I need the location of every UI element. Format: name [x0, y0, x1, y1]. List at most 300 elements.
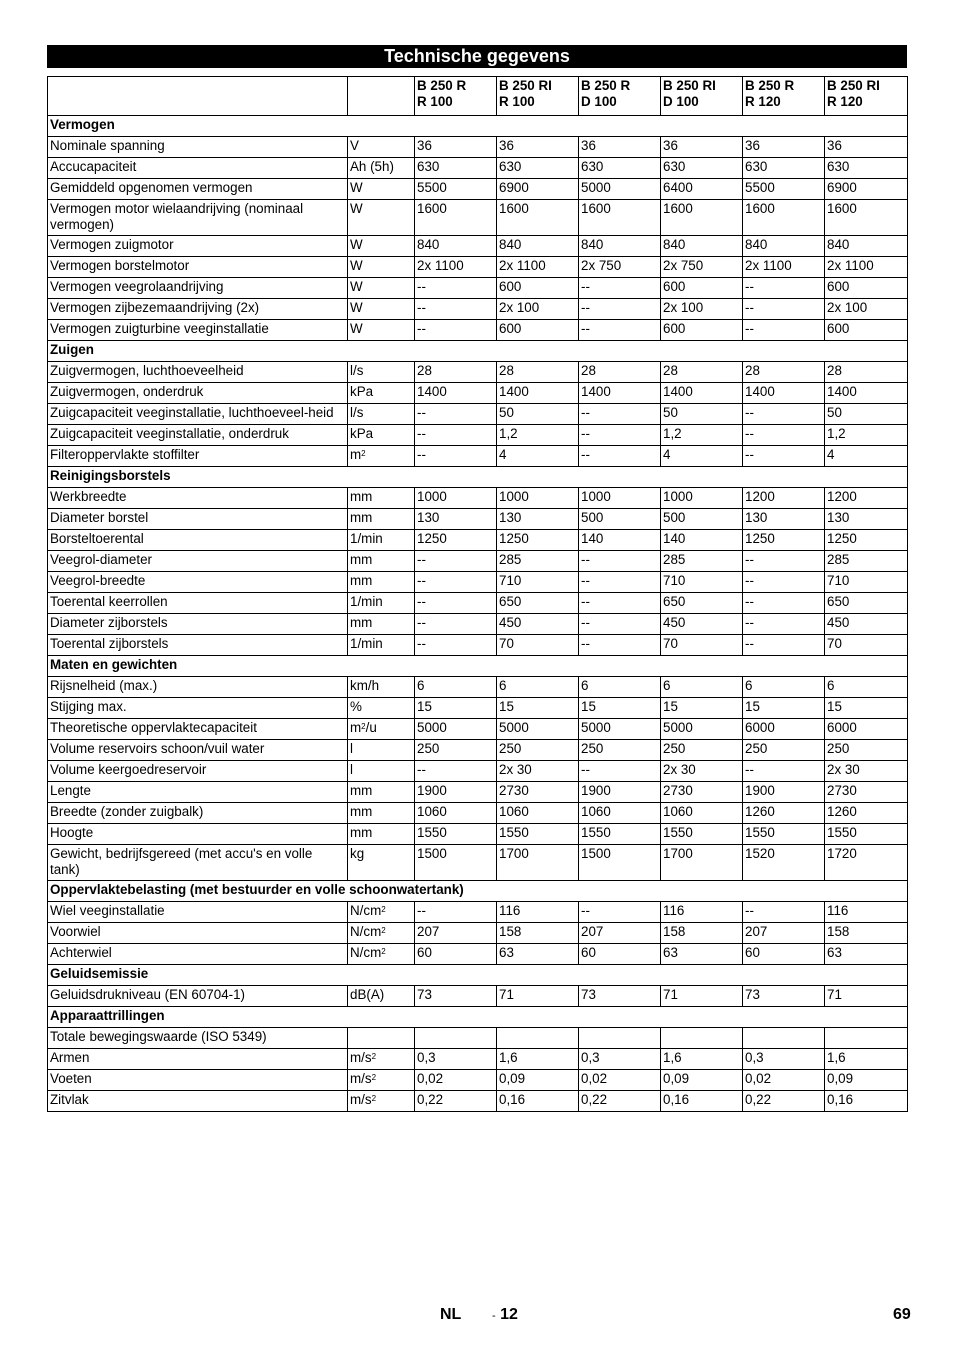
cell-value: 2730 — [825, 782, 908, 803]
cell-value: -- — [415, 320, 497, 341]
cell-value: 0,09 — [497, 1070, 579, 1091]
cell-value: 60 — [415, 944, 497, 965]
cell-value: 0,22 — [743, 1091, 825, 1112]
row-label: Voeten — [48, 1070, 348, 1091]
cell-value: 1900 — [579, 782, 661, 803]
cell-value: 50 — [497, 404, 579, 425]
section-row — [48, 341, 908, 362]
row-unit: kg — [348, 845, 415, 881]
cell-value: 130 — [497, 509, 579, 530]
cell-value: 5000 — [579, 179, 661, 200]
cell-value: 840 — [825, 236, 908, 257]
row-label: Theoretische oppervlaktecapaciteit — [48, 719, 348, 740]
cell-value: -- — [743, 551, 825, 572]
cell-value: 6000 — [825, 719, 908, 740]
cell-value: 1260 — [743, 803, 825, 824]
row-label: Totale bewegingswaarde (ISO 5349) — [48, 1028, 348, 1049]
row-unit — [348, 1028, 415, 1049]
cell-value: 500 — [579, 509, 661, 530]
cell-value: -- — [415, 761, 497, 782]
cell-value: -- — [579, 278, 661, 299]
cell-value: 6900 — [497, 179, 579, 200]
table-row — [48, 803, 908, 824]
cell-value: -- — [579, 614, 661, 635]
row-unit: $N/cm^2$ — [348, 902, 415, 923]
cell-value: 73 — [415, 986, 497, 1007]
cell-value: 2x 750 — [579, 257, 661, 278]
cell-value: 15 — [743, 698, 825, 719]
row-unit: mm — [348, 509, 415, 530]
row-unit: mm — [348, 824, 415, 845]
row-label: Volume keergoedreservoir — [48, 761, 348, 782]
cell-value: 710 — [497, 572, 579, 593]
cell-value: 70 — [661, 635, 743, 656]
cell-value: 36 — [579, 137, 661, 158]
cell-value: 840 — [743, 236, 825, 257]
cell-value: 36 — [743, 137, 825, 158]
cell-value: 2x 1100 — [415, 257, 497, 278]
row-unit: mm — [348, 803, 415, 824]
cell-value: 36 — [415, 137, 497, 158]
cell-value: 1550 — [497, 824, 579, 845]
table-row — [48, 137, 908, 158]
row-unit: mm — [348, 551, 415, 572]
row-unit: $N/cm^2$ — [348, 944, 415, 965]
cell-value: 2x 30 — [661, 761, 743, 782]
cell-value: 116 — [661, 902, 743, 923]
cell-value: 450 — [661, 614, 743, 635]
section-row — [48, 467, 908, 488]
cell-value: 5000 — [497, 719, 579, 740]
table-row — [48, 782, 908, 803]
cell-value: 1,2 — [497, 425, 579, 446]
cell-value: 6 — [825, 677, 908, 698]
table-row — [48, 1091, 908, 1112]
row-label: Accucapaciteit — [48, 158, 348, 179]
cell-value: 36 — [825, 137, 908, 158]
cell-value: 630 — [825, 158, 908, 179]
footer-local-page — [492, 1306, 518, 1324]
cell-value: 0,02 — [415, 1070, 497, 1091]
cell-value: 6 — [579, 677, 661, 698]
section-title: Maten en gewichten — [48, 656, 908, 677]
cell-value: -- — [579, 635, 661, 656]
section-row — [48, 656, 908, 677]
row-label: Toerental zijborstels — [48, 635, 348, 656]
cell-value: 285 — [825, 551, 908, 572]
cell-value: -- — [743, 593, 825, 614]
row-label: Voorwiel — [48, 923, 348, 944]
cell-value: 0,02 — [743, 1070, 825, 1091]
column-header-row — [48, 77, 908, 116]
cell-value: 450 — [497, 614, 579, 635]
cell-value: -- — [415, 404, 497, 425]
section-title: Vermogen — [48, 116, 908, 137]
cell-value: 1550 — [661, 824, 743, 845]
cell-value: 1700 — [661, 845, 743, 881]
cell-value: 1000 — [415, 488, 497, 509]
cell-value: 250 — [415, 740, 497, 761]
column-header: B 250 RI R 100 — [497, 77, 579, 116]
cell-value: -- — [415, 299, 497, 320]
table-row — [48, 824, 908, 845]
table-row — [48, 923, 908, 944]
cell-value: 1260 — [825, 803, 908, 824]
row-label: Borsteltoerental — [48, 530, 348, 551]
cell-value: 140 — [661, 530, 743, 551]
cell-value: 1550 — [579, 824, 661, 845]
cell-value: 0,16 — [661, 1091, 743, 1112]
table-row — [48, 1070, 908, 1091]
row-label: Zuigcapaciteit veeginstallatie, luchthoeveel-heid — [48, 404, 348, 425]
cell-value: -- — [579, 761, 661, 782]
cell-value: 2x 100 — [825, 299, 908, 320]
row-label: Vermogen zijbezemaandrijving (2x) — [48, 299, 348, 320]
cell-value: 285 — [661, 551, 743, 572]
cell-value: -- — [579, 320, 661, 341]
row-label: Nominale spanning — [48, 137, 348, 158]
cell-value: 2730 — [497, 782, 579, 803]
cell-value: 36 — [497, 137, 579, 158]
cell-value: 1400 — [825, 383, 908, 404]
cell-value: 5000 — [661, 719, 743, 740]
row-label: Gewicht, bedrijfsgereed (met accu's en volle tank) — [48, 845, 348, 881]
row-unit: l/s — [348, 362, 415, 383]
table-row — [48, 158, 908, 179]
cell-value: 130 — [743, 509, 825, 530]
cell-value: 1900 — [415, 782, 497, 803]
cell-value: -- — [743, 635, 825, 656]
cell-value: 600 — [497, 278, 579, 299]
cell-value: 500 — [661, 509, 743, 530]
cell-value: 1500 — [579, 845, 661, 881]
table-row — [48, 572, 908, 593]
cell-value: -- — [415, 278, 497, 299]
row-unit: $m^2$ — [348, 446, 415, 467]
section-row — [48, 1007, 908, 1028]
cell-value: 1,6 — [497, 1049, 579, 1070]
cell-value: 1500 — [415, 845, 497, 881]
cell-value: 71 — [497, 986, 579, 1007]
section-title: Oppervlaktebelasting (met bestuurder en volle schoonwatertank) — [48, 881, 908, 902]
cell-value: 630 — [497, 158, 579, 179]
cell-value: 1550 — [743, 824, 825, 845]
row-label: Toerental keerrollen — [48, 593, 348, 614]
cell-value: 6 — [661, 677, 743, 698]
table-row — [48, 635, 908, 656]
cell-value: 63 — [825, 944, 908, 965]
cell-value: 1200 — [743, 488, 825, 509]
column-header: B 250 R D 100 — [579, 77, 661, 116]
row-unit: $m^2/u$ — [348, 719, 415, 740]
cell-value: 6 — [743, 677, 825, 698]
cell-value: -- — [743, 614, 825, 635]
cell-value: 1600 — [661, 200, 743, 236]
cell-value: 130 — [825, 509, 908, 530]
cell-value: 1400 — [579, 383, 661, 404]
row-label: Geluidsdrukniveau (EN 60704-1) — [48, 986, 348, 1007]
cell-value: -- — [743, 299, 825, 320]
cell-value: 1600 — [415, 200, 497, 236]
cell-value: 15 — [415, 698, 497, 719]
cell-value: 1000 — [661, 488, 743, 509]
cell-value: 1000 — [579, 488, 661, 509]
section-row — [48, 116, 908, 137]
cell-value — [579, 1028, 661, 1049]
cell-value: 450 — [825, 614, 908, 635]
row-label: Breedte (zonder zuigbalk) — [48, 803, 348, 824]
cell-value: 1250 — [743, 530, 825, 551]
table-row — [48, 902, 908, 923]
cell-value: 4 — [497, 446, 579, 467]
cell-value: 0,22 — [579, 1091, 661, 1112]
cell-value: -- — [743, 320, 825, 341]
section-row — [48, 881, 908, 902]
table-row — [48, 761, 908, 782]
row-unit: 1/min — [348, 635, 415, 656]
cell-value: 6 — [497, 677, 579, 698]
cell-value: 28 — [579, 362, 661, 383]
table-row — [48, 530, 908, 551]
row-unit: l — [348, 761, 415, 782]
cell-value: 650 — [661, 593, 743, 614]
row-label: Lengte — [48, 782, 348, 803]
cell-value: 600 — [825, 278, 908, 299]
cell-value — [825, 1028, 908, 1049]
cell-value: 158 — [825, 923, 908, 944]
cell-value: 60 — [579, 944, 661, 965]
row-unit: W — [348, 278, 415, 299]
cell-value: -- — [415, 446, 497, 467]
cell-value: 1250 — [825, 530, 908, 551]
cell-value: 0,3 — [415, 1049, 497, 1070]
spec-body — [48, 116, 908, 1112]
cell-value: 630 — [743, 158, 825, 179]
row-label: Achterwiel — [48, 944, 348, 965]
table-row — [48, 593, 908, 614]
row-unit: mm — [348, 488, 415, 509]
row-label: Veegrol-breedte — [48, 572, 348, 593]
row-unit: $m/s^2$ — [348, 1070, 415, 1091]
cell-value: 63 — [661, 944, 743, 965]
row-unit: W — [348, 299, 415, 320]
cell-value: 1700 — [497, 845, 579, 881]
row-unit: 1/min — [348, 530, 415, 551]
row-unit: % — [348, 698, 415, 719]
header-label-cell — [48, 77, 348, 116]
row-label: Zuigvermogen, luchthoeveelheid — [48, 362, 348, 383]
cell-value: 630 — [661, 158, 743, 179]
cell-value: -- — [579, 593, 661, 614]
cell-value: 710 — [661, 572, 743, 593]
cell-value: 1250 — [415, 530, 497, 551]
cell-value: 600 — [825, 320, 908, 341]
cell-value: 1060 — [497, 803, 579, 824]
cell-value: -- — [415, 572, 497, 593]
table-row — [48, 488, 908, 509]
column-header: B 250 RI D 100 — [661, 77, 743, 116]
cell-value: 207 — [743, 923, 825, 944]
table-row — [48, 179, 908, 200]
cell-value: 1720 — [825, 845, 908, 881]
cell-value: 1550 — [415, 824, 497, 845]
cell-value: 1250 — [497, 530, 579, 551]
cell-value: 5500 — [743, 179, 825, 200]
row-unit: km/h — [348, 677, 415, 698]
cell-value: 1,2 — [825, 425, 908, 446]
header-unit-cell — [348, 77, 415, 116]
table-row — [48, 383, 908, 404]
cell-value: 250 — [497, 740, 579, 761]
cell-value: 2x 1100 — [825, 257, 908, 278]
cell-value: -- — [743, 278, 825, 299]
cell-value: 1600 — [743, 200, 825, 236]
cell-value: 1,6 — [825, 1049, 908, 1070]
cell-value: 2x 100 — [661, 299, 743, 320]
row-unit: W — [348, 236, 415, 257]
row-label: Gemiddeld opgenomen vermogen — [48, 179, 348, 200]
row-label: Vermogen borstelmotor — [48, 257, 348, 278]
cell-value: 250 — [579, 740, 661, 761]
footer-page-number: 69 — [893, 1306, 911, 1323]
cell-value: 15 — [497, 698, 579, 719]
cell-value: 63 — [497, 944, 579, 965]
cell-value: 207 — [579, 923, 661, 944]
page-title: Technische gegevens — [47, 45, 907, 68]
cell-value: 207 — [415, 923, 497, 944]
cell-value: -- — [743, 404, 825, 425]
cell-value: 28 — [661, 362, 743, 383]
cell-value: 650 — [825, 593, 908, 614]
cell-value: 630 — [579, 158, 661, 179]
cell-value: 0,3 — [743, 1049, 825, 1070]
row-unit: mm — [348, 572, 415, 593]
row-unit: W — [348, 320, 415, 341]
cell-value: 116 — [825, 902, 908, 923]
table-row — [48, 425, 908, 446]
table-row — [48, 299, 908, 320]
cell-value: -- — [743, 425, 825, 446]
cell-value: 250 — [743, 740, 825, 761]
cell-value: -- — [579, 446, 661, 467]
cell-value: 4 — [825, 446, 908, 467]
row-label: Vermogen motor wielaandrijving (nominaal vermogen) — [48, 200, 348, 236]
row-unit: mm — [348, 614, 415, 635]
cell-value: 2730 — [661, 782, 743, 803]
cell-value: 1060 — [579, 803, 661, 824]
cell-value: -- — [415, 902, 497, 923]
row-unit: mm — [348, 782, 415, 803]
table-row — [48, 986, 908, 1007]
cell-value: 1600 — [497, 200, 579, 236]
row-unit: l/s — [348, 404, 415, 425]
table-row — [48, 740, 908, 761]
cell-value: 840 — [579, 236, 661, 257]
cell-value: 0,3 — [579, 1049, 661, 1070]
cell-value: 1060 — [415, 803, 497, 824]
cell-value: 1400 — [415, 383, 497, 404]
cell-value: 285 — [497, 551, 579, 572]
table-row — [48, 257, 908, 278]
footer-dash: - — [492, 1310, 496, 1322]
cell-value: 116 — [497, 902, 579, 923]
row-unit: W — [348, 179, 415, 200]
table-row — [48, 698, 908, 719]
cell-value: -- — [415, 593, 497, 614]
cell-value: 73 — [743, 986, 825, 1007]
table-row — [48, 551, 908, 572]
row-label: Filteroppervlakte stoffilter — [48, 446, 348, 467]
table-row — [48, 200, 908, 236]
cell-value: 2x 30 — [497, 761, 579, 782]
cell-value: -- — [415, 425, 497, 446]
row-unit: $m/s^2$ — [348, 1091, 415, 1112]
row-label: Zuigvermogen, onderdruk — [48, 383, 348, 404]
cell-value: -- — [415, 551, 497, 572]
cell-value: -- — [415, 635, 497, 656]
row-unit: $m/s^2$ — [348, 1049, 415, 1070]
row-unit: dB(A) — [348, 986, 415, 1007]
row-label: Armen — [48, 1049, 348, 1070]
cell-value: 840 — [661, 236, 743, 257]
row-label: Diameter zijborstels — [48, 614, 348, 635]
cell-value: 1600 — [579, 200, 661, 236]
cell-value: 1200 — [825, 488, 908, 509]
row-label: Rijsnelheid (max.) — [48, 677, 348, 698]
section-title: Reinigingsborstels — [48, 467, 908, 488]
cell-value: 250 — [661, 740, 743, 761]
cell-value: 71 — [661, 986, 743, 1007]
cell-value: 140 — [579, 530, 661, 551]
row-unit: $N/cm^2$ — [348, 923, 415, 944]
row-unit: V — [348, 137, 415, 158]
row-label: Zuigcapaciteit veeginstallatie, onderdruk — [48, 425, 348, 446]
row-label: Vermogen zuigturbine veeginstallatie — [48, 320, 348, 341]
cell-value: 1520 — [743, 845, 825, 881]
cell-value: -- — [579, 551, 661, 572]
cell-value: 158 — [497, 923, 579, 944]
row-unit: W — [348, 257, 415, 278]
cell-value: 2x 30 — [825, 761, 908, 782]
cell-value — [661, 1028, 743, 1049]
table-row — [48, 944, 908, 965]
cell-value: 71 — [825, 986, 908, 1007]
row-unit: 1/min — [348, 593, 415, 614]
cell-value: -- — [579, 572, 661, 593]
footer-language: NL — [440, 1306, 462, 1323]
cell-value: 6000 — [743, 719, 825, 740]
cell-value: 0,09 — [661, 1070, 743, 1091]
cell-value: 73 — [579, 986, 661, 1007]
cell-value: 5500 — [415, 179, 497, 200]
cell-value: 4 — [661, 446, 743, 467]
cell-value: 600 — [661, 320, 743, 341]
cell-value: 2x 750 — [661, 257, 743, 278]
spec-table — [47, 76, 908, 1112]
cell-value: 28 — [497, 362, 579, 383]
table-row — [48, 677, 908, 698]
footer-local-number: 12 — [500, 1306, 518, 1323]
cell-value: 28 — [415, 362, 497, 383]
cell-value: 15 — [661, 698, 743, 719]
row-label: Wiel veeginstallatie — [48, 902, 348, 923]
cell-value: 6400 — [661, 179, 743, 200]
cell-value — [497, 1028, 579, 1049]
column-header: B 250 R R 120 — [743, 77, 825, 116]
table-row — [48, 362, 908, 383]
cell-value: 5000 — [579, 719, 661, 740]
row-label: Zitvlak — [48, 1091, 348, 1112]
